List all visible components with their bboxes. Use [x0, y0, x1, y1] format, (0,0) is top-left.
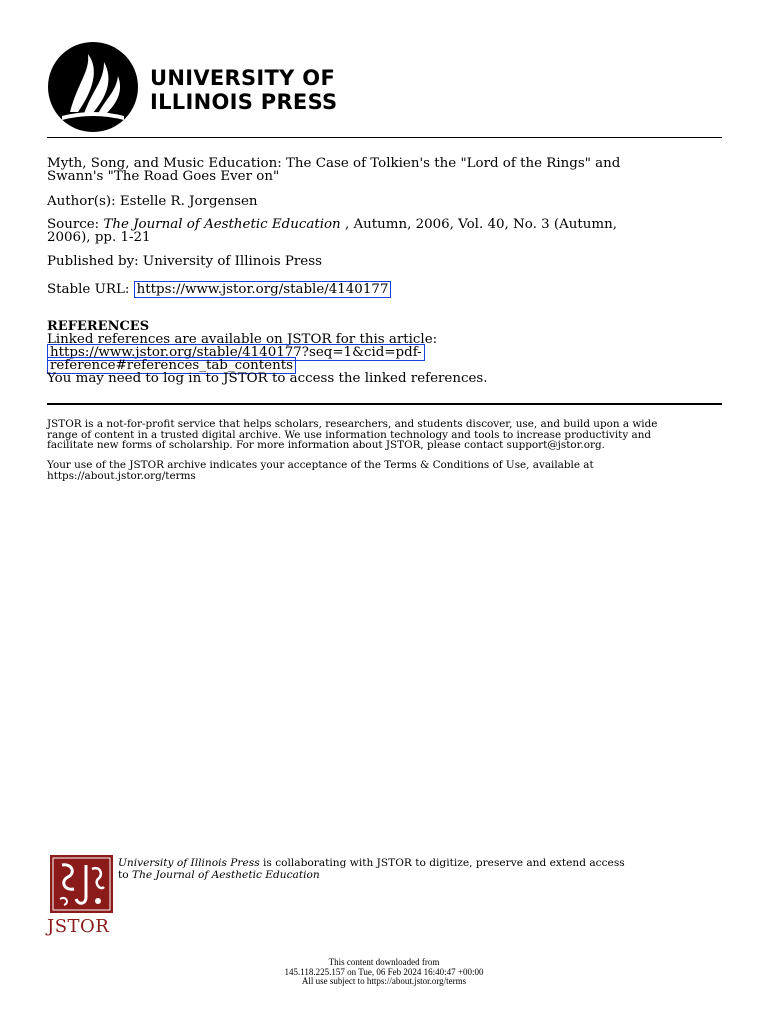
collab-journal: The Journal of Aesthetic Education [132, 869, 320, 881]
collab-text: is collaborating with JSTOR to digitize, preserve and extend access [259, 857, 625, 869]
download-notice [0, 958, 768, 987]
terms-notice-line2: https://about.jstor.org/terms [47, 469, 196, 482]
references-intro: Linked references are available on JSTOR for this article: [47, 332, 438, 347]
article-source [47, 218, 727, 244]
references-heading: REFERENCES [47, 319, 150, 334]
divider-top [47, 137, 722, 138]
article-title-line1: Myth, Song, and Music Education: The Case of Tolkien's the "Lord of the Rings" and [47, 156, 621, 171]
publisher-name-line1: UNIVERSITY OF [150, 66, 336, 90]
jstor-logo-icon [50, 855, 113, 913]
download-line3: All use subject to https://about.jstor.org/terms [301, 976, 467, 986]
published-by: Published by: University of Illinois Press [47, 254, 322, 269]
article-authors: Author(s): Estelle R. Jorgensen [47, 194, 258, 209]
stable-url-link[interactable]: https://www.jstor.org/stable/4140177 [134, 281, 392, 298]
stable-url-label: Stable URL: [47, 282, 134, 297]
stable-url-row [47, 283, 727, 296]
jstor-description [47, 419, 727, 451]
download-line2: 145.118.225.157 on Tue, 06 Feb 2024 16:40:47 +00:00 [284, 966, 484, 977]
university-of-illinois-press-logo-icon [48, 42, 138, 132]
divider-middle [47, 403, 722, 405]
references-note: You may need to log in to JSTOR to access the linked references. [47, 371, 488, 386]
collaboration-notice [118, 857, 625, 881]
article-title-line2: Swann's "The Road Goes Ever on" [47, 169, 280, 184]
collab-to: to [118, 869, 133, 881]
download-line1: This content downloaded from [328, 957, 440, 967]
jstor-description-line1: JSTOR is a not-for-profit service that helps scholars, researchers, and students discover, use, and build upon a wide [47, 418, 658, 430]
terms-notice-line1: Your use of the JSTOR archive indicates your acceptance of the Terms & Conditions of Use, available at [47, 459, 594, 471]
article-title [47, 157, 727, 183]
references-link-line2[interactable]: reference#references_tab_contents [47, 357, 296, 374]
jstor-description-line3: facilitate new forms of scholarship. For more information about JSTOR, please contact support@jstor.org. [47, 439, 605, 451]
source-details-line2: 2006), pp. 1-21 [47, 230, 151, 245]
source-label: Source: [47, 217, 104, 232]
publisher-wordmark [150, 66, 337, 114]
jstor-description-line2: range of content in a trusted digital archive. We use information technology and tools to increase productivity and [47, 428, 652, 441]
jstor-wordmark: JSTOR [47, 916, 110, 937]
publisher-name-line2: ILLINOIS PRESS [150, 90, 338, 114]
references-link-line1[interactable]: https://www.jstor.org/stable/4140177?seq=1&cid=pdf- [47, 344, 425, 361]
terms-notice [47, 460, 727, 481]
source-details: , Autumn, 2006, Vol. 40, No. 3 (Autumn, [340, 217, 617, 232]
collab-publisher: University of Illinois Press [118, 857, 260, 869]
journal-title: The Journal of Aesthetic Education [103, 217, 341, 232]
references-section [47, 320, 727, 385]
